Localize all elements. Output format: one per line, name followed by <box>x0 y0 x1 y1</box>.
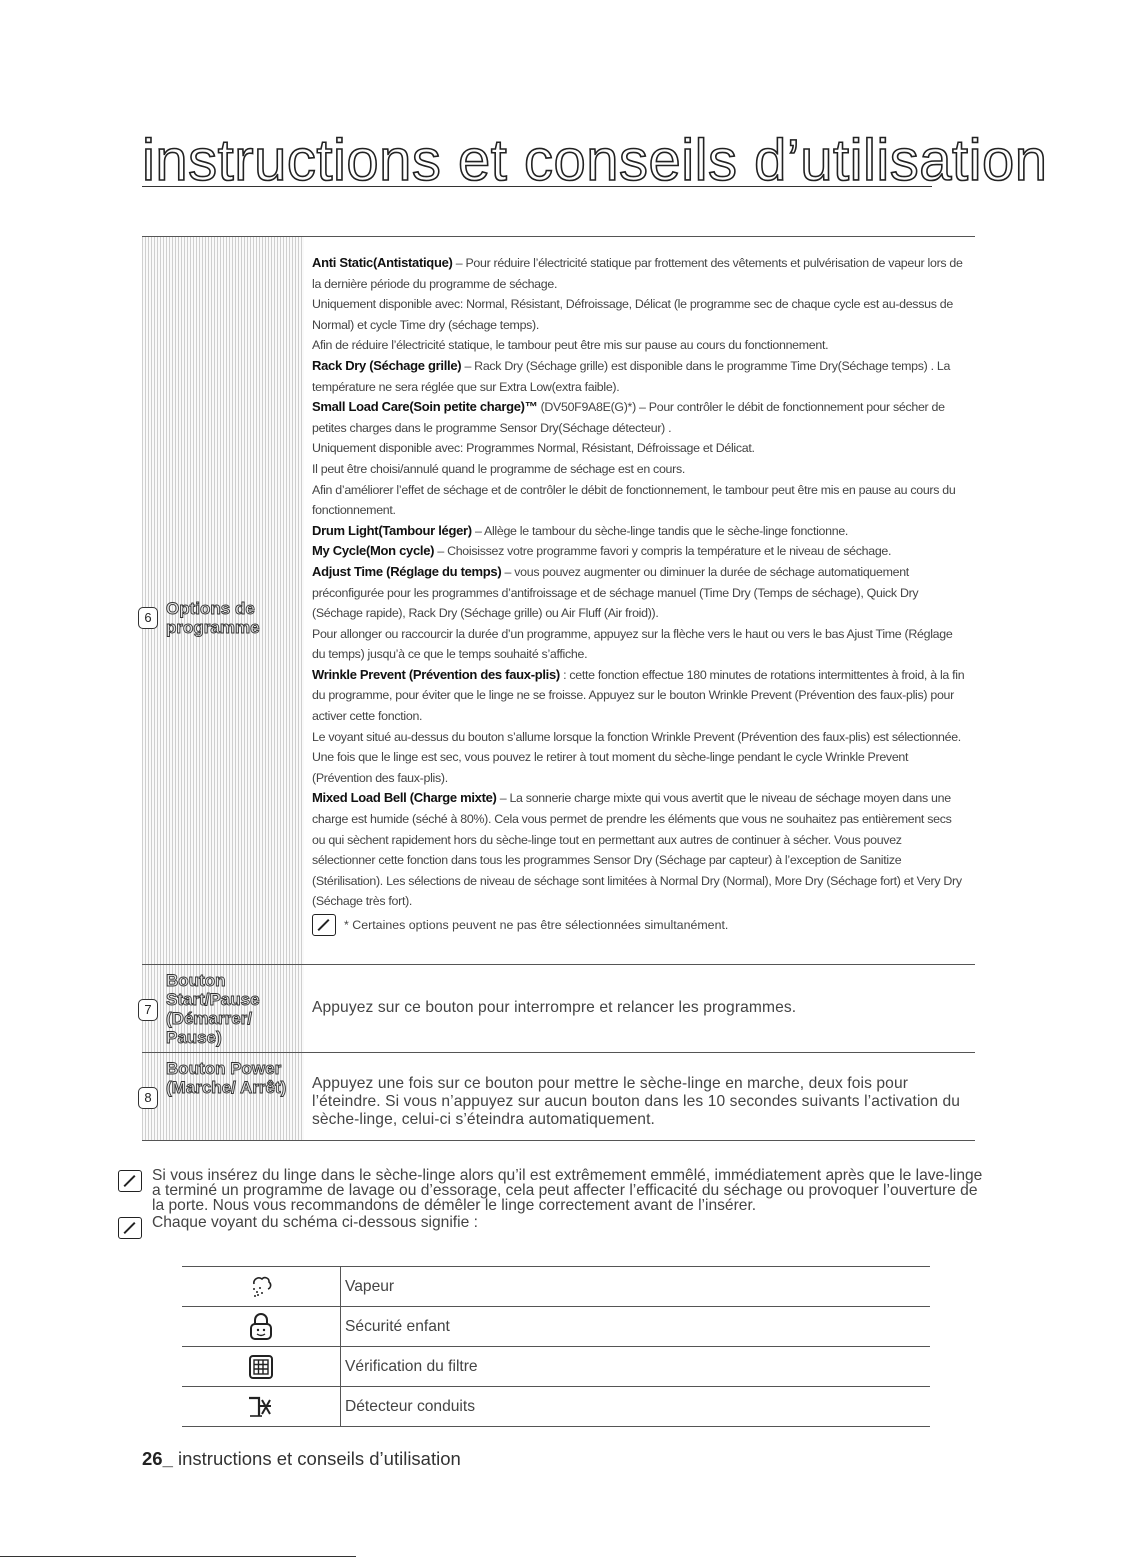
option-paragraph <box>312 562 967 624</box>
legend-label: Sécurité enfant <box>340 1307 930 1346</box>
footer-title: instructions et conseils d’utilisation <box>172 1448 461 1469</box>
note-text: Si vous insérez du linge dans le sèche-linge alors qu’il est extrêmement emmêlé, immédiatement après que le lave-linge a terminé un programme de lavage ou d’essorage, cela peut affecter l’efficacité du séchage ou provoquer l’ouverture de la porte. Nous vous recommandons de démêler le linge correctement avant de l’insérer. <box>152 1167 983 1214</box>
option-paragraph <box>312 253 967 294</box>
legend-row <box>182 1266 930 1306</box>
option-paragraph <box>312 397 967 438</box>
option-name: Small Load Care(Soin petite charge)™ <box>312 399 538 415</box>
option-name: My Cycle(Mon cycle) <box>312 543 435 559</box>
row-label-cell <box>142 1053 304 1140</box>
option-name: Drum Light(Tambour léger) <box>312 522 472 538</box>
options-table <box>142 236 975 1141</box>
option-paragraph <box>312 438 967 459</box>
option-name: Mixed Load Bell (Charge mixte) <box>312 790 497 806</box>
child-lock-icon <box>182 1307 340 1346</box>
note-icon <box>118 1217 142 1239</box>
option-paragraph <box>312 541 967 562</box>
option-paragraph <box>312 480 967 521</box>
option-description: Une fois que le linge est sec, vous pouvez le retirer à tout moment du sèche-linge pendant le cycle Wrinkle Prevent (Prévention des faux-plis). <box>312 750 909 785</box>
option-name: Wrinkle Prevent (Prévention des faux-plis) <box>312 666 560 682</box>
legend-row <box>182 1386 930 1427</box>
option-description: – La sonnerie charge mixte qui vous avertit que le niveau de séchage moyen dans une charge est humide (séché à 80%). Cela vous permet de prendre les éléments que vous ne souhaitez pas entièrement secs ou qui sèchent rapidement hors du sèche-linge tout en permettant aux autres de continuer à sécher. Vous pouvez sélectionner cette fonction dans tous les programmes Sensor Dry (Séchage par capteur) à l’exception de Sanitize (Stérilisation). Les sélections de niveau de séchage sont limitées à Normal Dry (Normal), More Dry (Séchage fort) et Very Dry (Séchage très fort). <box>312 791 962 909</box>
option-name: Adjust Time (Réglage du temps) <box>312 563 502 579</box>
page-title: instructions et conseils d’utilisation <box>142 128 1048 193</box>
option-description: Uniquement disponible avec: Programmes Normal, Résistant, Défroissage et Délicat. <box>312 441 755 456</box>
row-label: Bouton Start/Pause (Démarrer/ Pause) <box>166 971 260 1047</box>
row-content <box>304 965 975 1052</box>
page-number: 26_ <box>142 1448 173 1469</box>
options-note <box>312 914 967 936</box>
option-description: – Allège le tambour du sèche-linge tandis que le sèche-linge fonctionne. <box>471 523 849 538</box>
page-footer <box>142 1448 461 1470</box>
duct-sensor-icon <box>182 1387 340 1426</box>
option-name: Anti Static(Antistatique) <box>312 255 453 270</box>
option-description: Le voyant situé au-dessus du bouton s’allume lorsque la fonction Wrinkle Prevent (Prévention des faux-plis) est sélectionnée. <box>312 729 961 744</box>
steam-icon <box>182 1267 340 1306</box>
row-power <box>142 1052 975 1141</box>
option-description: Afin de réduire l’électricité statique, le tambour peut être mis sur pause au cours du fonctionnement. <box>312 338 829 353</box>
title-underline <box>142 186 932 187</box>
options-list <box>312 253 967 912</box>
row-content <box>304 1053 975 1140</box>
row-label-cell <box>142 237 304 964</box>
note-tangled-laundry <box>118 1168 988 1213</box>
bottom-rule <box>0 1556 356 1557</box>
notes-section <box>118 1168 988 1241</box>
row-label: Bouton Power (Marche/ Arrêt) <box>166 1059 287 1097</box>
option-description: – Choisissez votre programme favori y compris la température et le niveau de séchage. <box>434 544 892 559</box>
option-description: Pour allonger ou raccourcir la durée d’un programme, appuyez sur la flèche vers le haut ou vers le bas Ajust Time (Réglage du temps) jusqu’à ce que le temps souhaité s’affiche. <box>312 626 953 662</box>
option-name: Rack Dry (Séchage grille) <box>312 357 462 373</box>
note-text: Chaque voyant du schéma ci-dessous signifie : <box>152 1214 478 1231</box>
row-content <box>304 237 975 964</box>
number-badge: 7 <box>138 999 158 1021</box>
row-label-cell <box>142 965 304 1052</box>
options-note-text: * Certaines options peuvent ne pas être sélectionnées simultanément. <box>344 918 729 932</box>
option-paragraph <box>312 356 967 397</box>
number-badge: 6 <box>138 607 158 629</box>
option-description: Uniquement disponible avec: Normal, Résistant, Défroissage, Délicat (le programme sec de chaque cycle est au-dessus de Normal) et cycle Time dry (séchage temps). <box>312 297 953 332</box>
note-icon <box>118 1170 142 1192</box>
option-paragraph <box>312 624 967 665</box>
legend-label: Vapeur <box>340 1267 930 1306</box>
power-description: Appuyez une fois sur ce bouton pour mettre le sèche-linge en marche, deux fois pour l’éteindre. Si vous n’appuyez sur aucun bouton dans les 10 secondes suivants l’activation du sèche-linge, celui-ci s’éteindra automatiquement. <box>312 1075 961 1128</box>
filter-icon <box>182 1347 340 1386</box>
note-legend-intro <box>118 1215 988 1239</box>
indicator-legend <box>182 1266 930 1427</box>
option-paragraph <box>312 788 967 912</box>
option-paragraph <box>312 747 967 788</box>
option-description: Afin d’améliorer l’effet de séchage et de contrôler le débit de fonctionnement, le tambour peut être mis en pause au cours du fonctionnement. <box>312 482 956 518</box>
row-options-programme <box>142 236 975 964</box>
option-description: – Rack Dry (Séchage grille) est disponible dans le programme Time Dry(Séchage temps) . La température ne sera réglée que sur Extra Low(extra faible). <box>312 358 951 394</box>
option-description: (DV50F9A8E(G)*) – Pour contrôler le débit de fonctionnement pour sécher de petites charges dans le programme Sensor Dry(Séchage détecteur) . <box>312 400 945 435</box>
option-paragraph <box>312 727 967 748</box>
number-badge: 8 <box>138 1087 158 1109</box>
legend-row <box>182 1346 930 1386</box>
legend-row <box>182 1306 930 1346</box>
option-paragraph <box>312 459 967 480</box>
option-paragraph <box>312 335 967 356</box>
option-paragraph <box>312 294 967 335</box>
option-description: – vous pouvez augmenter ou diminuer la durée de séchage automatiquement préconfigurée pour les programmes d’antifroissage et de séchage manuel (Time Dry (Temps de séchage), Quick Dry (Séchage rapide), Rack Dry (Séchage grille) ou Air Fluff (Air froid)). <box>312 564 919 621</box>
start-pause-description: Appuyez sur ce bouton pour interrompre et relancer les programmes. <box>312 999 797 1016</box>
row-start-pause <box>142 964 975 1052</box>
option-paragraph <box>312 521 967 542</box>
legend-label: Détecteur conduits <box>340 1387 930 1426</box>
option-paragraph <box>312 665 967 727</box>
legend-label: Vérification du filtre <box>340 1347 930 1386</box>
option-description: – Pour réduire l’électricité statique par frottement des vêtements et pulvérisation de vapeur lors de la dernière période du programme de séchage. <box>312 256 963 291</box>
note-icon <box>312 914 336 936</box>
row-label: Options de programme <box>166 599 260 637</box>
option-description: : cette fonction effectue 180 minutes de rotations intermittentes à froid, à la fin du programme, pour éviter que le linge ne se froisse. Appuyez sur le bouton Wrinkle Prevent (Prévention des faux-plis) pour activer cette fonction. <box>312 667 965 724</box>
option-description: Il peut être choisi/annulé quand le programme de séchage est en cours. <box>312 461 685 476</box>
